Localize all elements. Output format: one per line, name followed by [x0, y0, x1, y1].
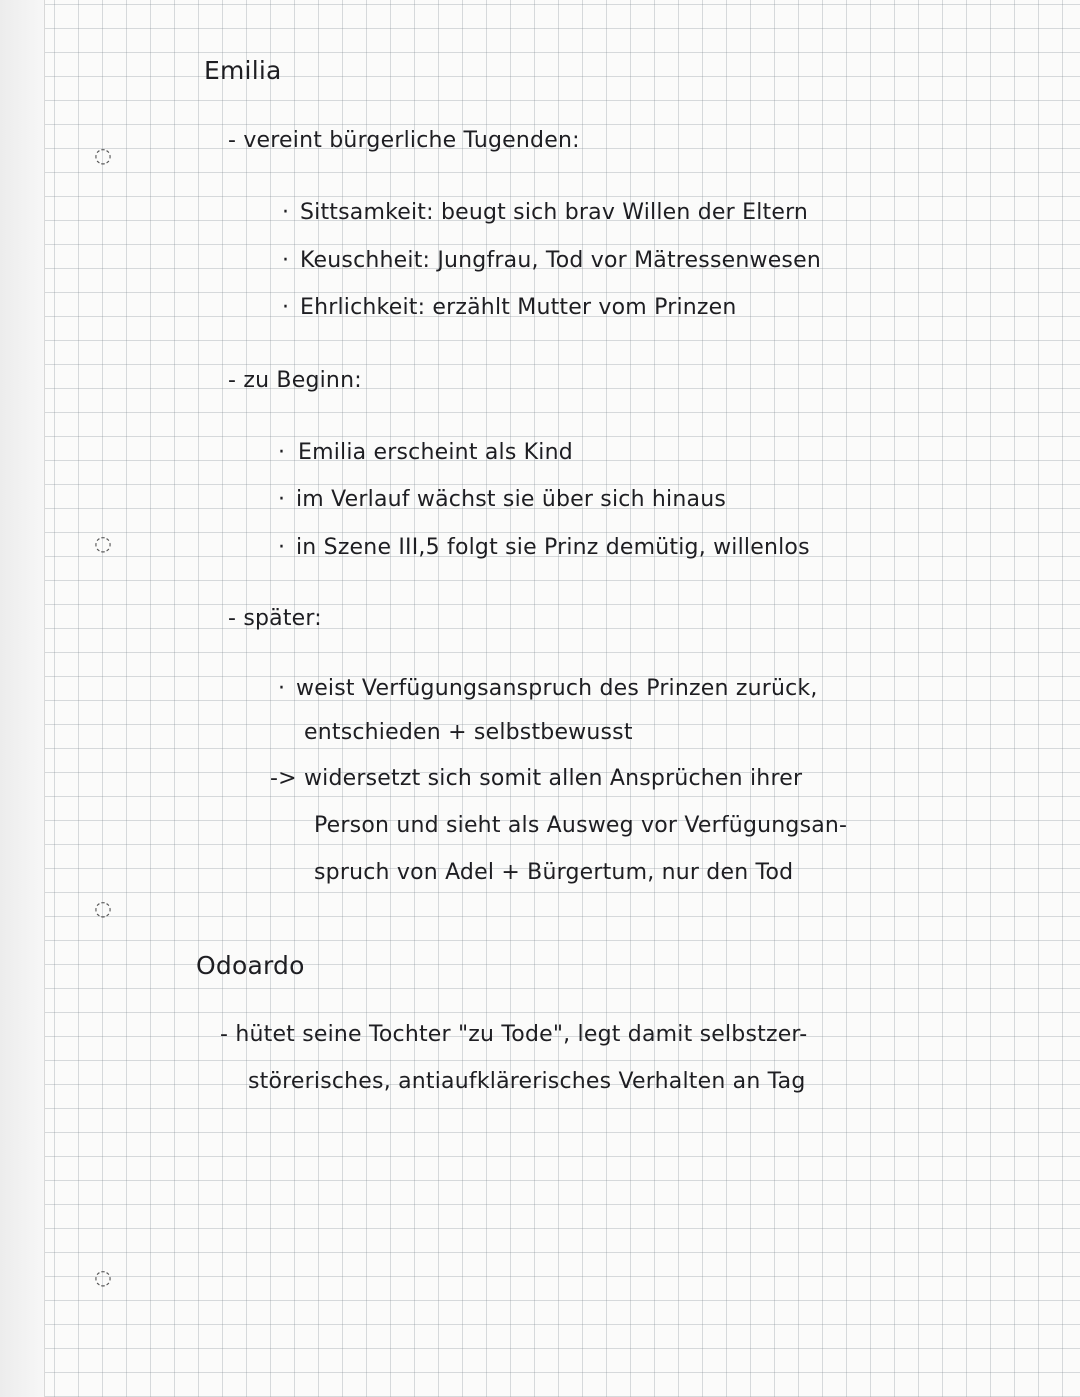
conclusion-line: -> widersetzt sich somit allen Ansprüchen ihrer: [270, 766, 803, 791]
list-item-continuation: entschieden + selbstbewusst: [304, 720, 633, 745]
list-item: im Verlauf wächst sie über sich hinaus: [296, 487, 727, 512]
block-title-beginn: - zu Beginn:: [228, 368, 362, 393]
list-item: weist Verfügungsanspruch des Prinzen zurück,: [296, 676, 818, 701]
bullet-icon: ·: [282, 248, 289, 273]
conclusion-line: spruch von Adel + Bürgertum, nur den Tod: [314, 860, 794, 885]
list-item: Keuschheit: Jungfrau, Tod vor Mätressenwesen: [300, 248, 821, 273]
page-margin: [0, 0, 45, 1397]
list-item: Ehrlichkeit: erzählt Mutter vom Prinzen: [300, 295, 737, 320]
bullet-icon: ·: [278, 487, 285, 512]
block-title-tugenden: - vereint bürgerliche Tugenden:: [228, 128, 580, 153]
bullet-icon: ·: [282, 200, 289, 225]
block-title-spaeter: - später:: [228, 606, 322, 631]
conclusion-line: Person und sieht als Ausweg vor Verfügungsan-: [314, 813, 848, 838]
bullet-icon: ·: [282, 295, 289, 320]
body-line: störerisches, antiaufklärerisches Verhalten an Tag: [248, 1069, 806, 1094]
list-item: in Szene III,5 folgt sie Prinz demütig, willenlos: [296, 535, 810, 560]
punch-hole-icon: ◌: [94, 896, 112, 920]
section-heading-emilia: Emilia: [204, 56, 282, 85]
bullet-icon: ·: [278, 676, 285, 701]
punch-hole-icon: ◌: [94, 143, 112, 167]
bullet-icon: ·: [278, 535, 285, 560]
section-heading-odoardo: Odoardo: [196, 951, 305, 980]
bullet-icon: ·: [278, 440, 285, 465]
punch-hole-icon: ◌: [94, 1265, 112, 1289]
punch-hole-icon: ◌: [94, 531, 112, 555]
list-item: Emilia erscheint als Kind: [298, 440, 573, 465]
list-item: Sittsamkeit: beugt sich brav Willen der Eltern: [300, 200, 809, 225]
body-line: - hütet seine Tochter "zu Tode", legt damit selbstzer-: [220, 1022, 808, 1047]
